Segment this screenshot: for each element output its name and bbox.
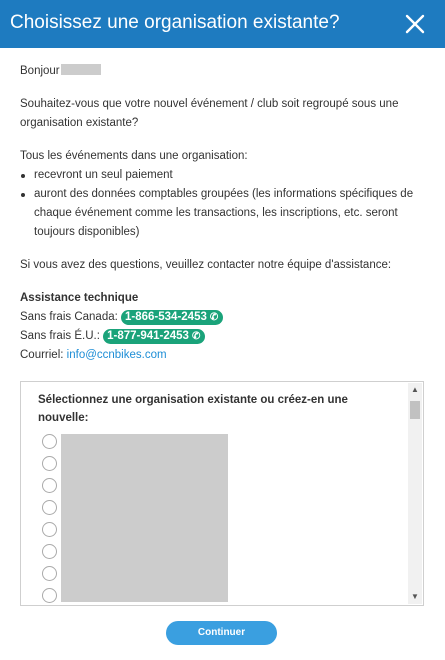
- modal-body: [20, 62, 425, 365]
- org-radio[interactable]: [42, 456, 57, 471]
- us-phone-link[interactable]: [103, 329, 205, 344]
- modal-title: Choisissez une organisation existante?: [10, 12, 340, 33]
- organisation-select-panel: [20, 381, 424, 606]
- us-phone-number: 1-877-941-2453: [107, 330, 189, 342]
- email-row: [20, 346, 425, 365]
- canada-phone-row: [20, 308, 425, 327]
- org-radio[interactable]: [42, 478, 57, 493]
- org-radio[interactable]: [42, 434, 57, 449]
- contact-prompt: Si vous avez des questions, veuillez contacter notre équipe d'assistance:: [20, 259, 392, 271]
- org-radio[interactable]: [42, 544, 57, 559]
- scroll-up-icon[interactable]: ▲: [411, 385, 419, 394]
- support-title: Assistance technique: [20, 292, 139, 304]
- canada-phone-label: Sans frais Canada:: [20, 311, 118, 323]
- email-link[interactable]: info@ccnbikes.com: [66, 349, 167, 361]
- modal-header: [0, 0, 445, 48]
- email-label: Courriel:: [20, 349, 64, 361]
- close-icon[interactable]: [402, 11, 428, 37]
- list-item: auront des données comptables groupées (les informations spécifiques de chaque événement comme les transactions, les inscriptions, etc. seront toujours disponibles): [34, 185, 425, 242]
- canada-phone-number: 1-866-534-2453: [125, 311, 207, 323]
- us-phone-row: [20, 327, 425, 346]
- redacted-org-names: [61, 434, 228, 602]
- scroll-down-icon[interactable]: ▼: [411, 592, 419, 601]
- list-item: recevront un seul paiement: [34, 166, 425, 185]
- us-phone-label: Sans frais É.U.:: [20, 330, 100, 342]
- org-radio[interactable]: [42, 588, 57, 603]
- info-section: [20, 147, 425, 242]
- greeting-text: Bonjour: [20, 65, 60, 77]
- greeting: [20, 62, 425, 81]
- scrollbar[interactable]: [408, 383, 422, 604]
- info-intro: Tous les événements dans une organisation:: [20, 150, 248, 162]
- canada-phone-link[interactable]: [121, 310, 223, 325]
- scroll-thumb[interactable]: [410, 401, 420, 419]
- org-radio[interactable]: [42, 500, 57, 515]
- org-radio[interactable]: [42, 566, 57, 581]
- question-text: Souhaitez-vous que votre nouvel événement / club soit regroupé sous une organisation existante?: [20, 98, 399, 129]
- redacted-name: [61, 64, 101, 75]
- phone-icon: ✆: [209, 312, 219, 323]
- org-radio[interactable]: [42, 522, 57, 537]
- info-list: [20, 166, 425, 242]
- org-select-heading: Sélectionnez une organisation existante ou créez-en une nouvelle:: [38, 394, 348, 424]
- continue-button[interactable]: Continuer: [166, 621, 277, 645]
- support-section: [20, 289, 425, 365]
- phone-icon: ✆: [191, 331, 201, 342]
